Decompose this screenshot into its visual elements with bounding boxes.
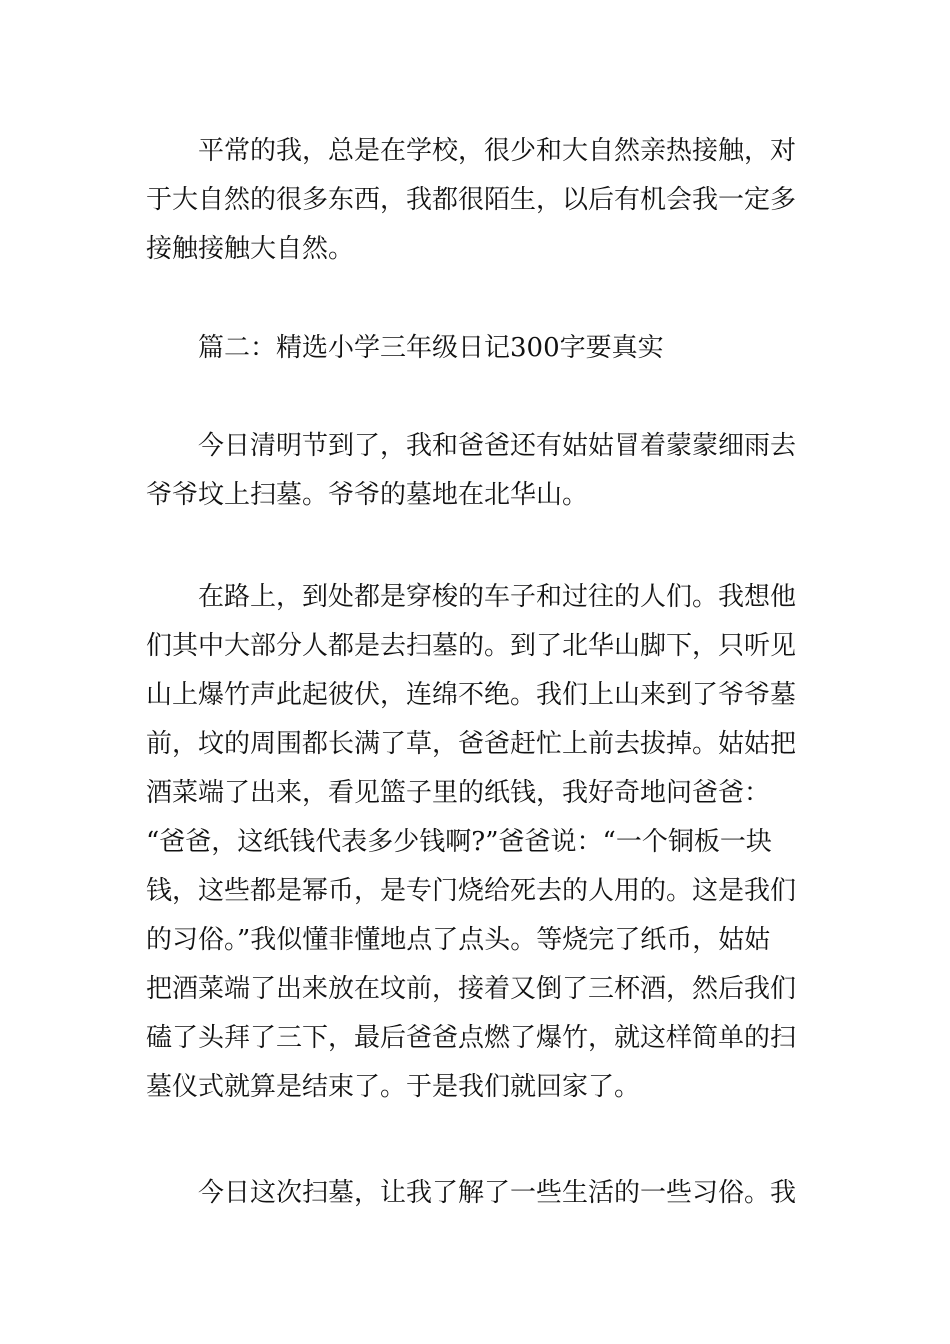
- text-line: 墓仪式就算是结束了。于是我们就回家了。: [146, 1072, 641, 1102]
- text-line: 今日清明节到了，我和爸爸还有姑姑冒着蒙蒙细雨去: [198, 431, 797, 461]
- text-line: 把酒菜端了出来放在坟前，接着又倒了三杯酒，然后我们: [146, 974, 797, 1004]
- paragraph-reflection: [146, 127, 810, 274]
- text-line: 山上爆竹声此起彼伏，连绵不绝。我们上山来到了爷爷墓: [146, 680, 797, 710]
- text-line: 的习俗。”我似懂非懂地点了点头。等烧完了纸币，姑姑: [146, 925, 771, 955]
- text-line: 们其中大部分人都是去扫墓的。到了北华山脚下，只听见: [146, 631, 797, 661]
- text-line: 在路上，到处都是穿梭的车子和过往的人们。我想他: [198, 582, 797, 612]
- paragraph-conclusion: [146, 1169, 810, 1218]
- paragraph-intro: [146, 422, 810, 520]
- text-line: 酒菜端了出来，看见篮子里的纸钱，我好奇地问爸爸：: [146, 778, 771, 808]
- text-line: 爷爷坟上扫墓。爷爷的墓地在北华山。: [146, 480, 589, 510]
- text-line: 今日这次扫墓，让我了解了一些生活的一些习俗。我: [198, 1178, 797, 1208]
- text-line: “爸爸，这纸钱代表多少钱啊?”爸爸说：“一个铜板一块: [146, 827, 772, 857]
- text-line: 接触接触大自然。: [146, 234, 355, 264]
- text-line: 钱，这些都是幂币，是专门烧给死去的人用的。这是我们: [146, 876, 797, 906]
- section-heading: [146, 324, 810, 373]
- text-line: 于大自然的很多东西，我都很陌生，以后有机会我一定多: [146, 185, 797, 215]
- paragraph-story: [146, 573, 810, 1112]
- text-line: 前，坟的周围都长满了草，爸爸赶忙上前去拔掉。姑姑把: [146, 729, 797, 759]
- heading-text: 篇二：精选小学三年级日记300字要真实: [198, 333, 664, 363]
- text-line: 磕了头拜了三下，最后爸爸点燃了爆竹，就这样简单的扫: [146, 1023, 797, 1053]
- text-line: 平常的我，总是在学校，很少和大自然亲热接触，对: [198, 136, 797, 166]
